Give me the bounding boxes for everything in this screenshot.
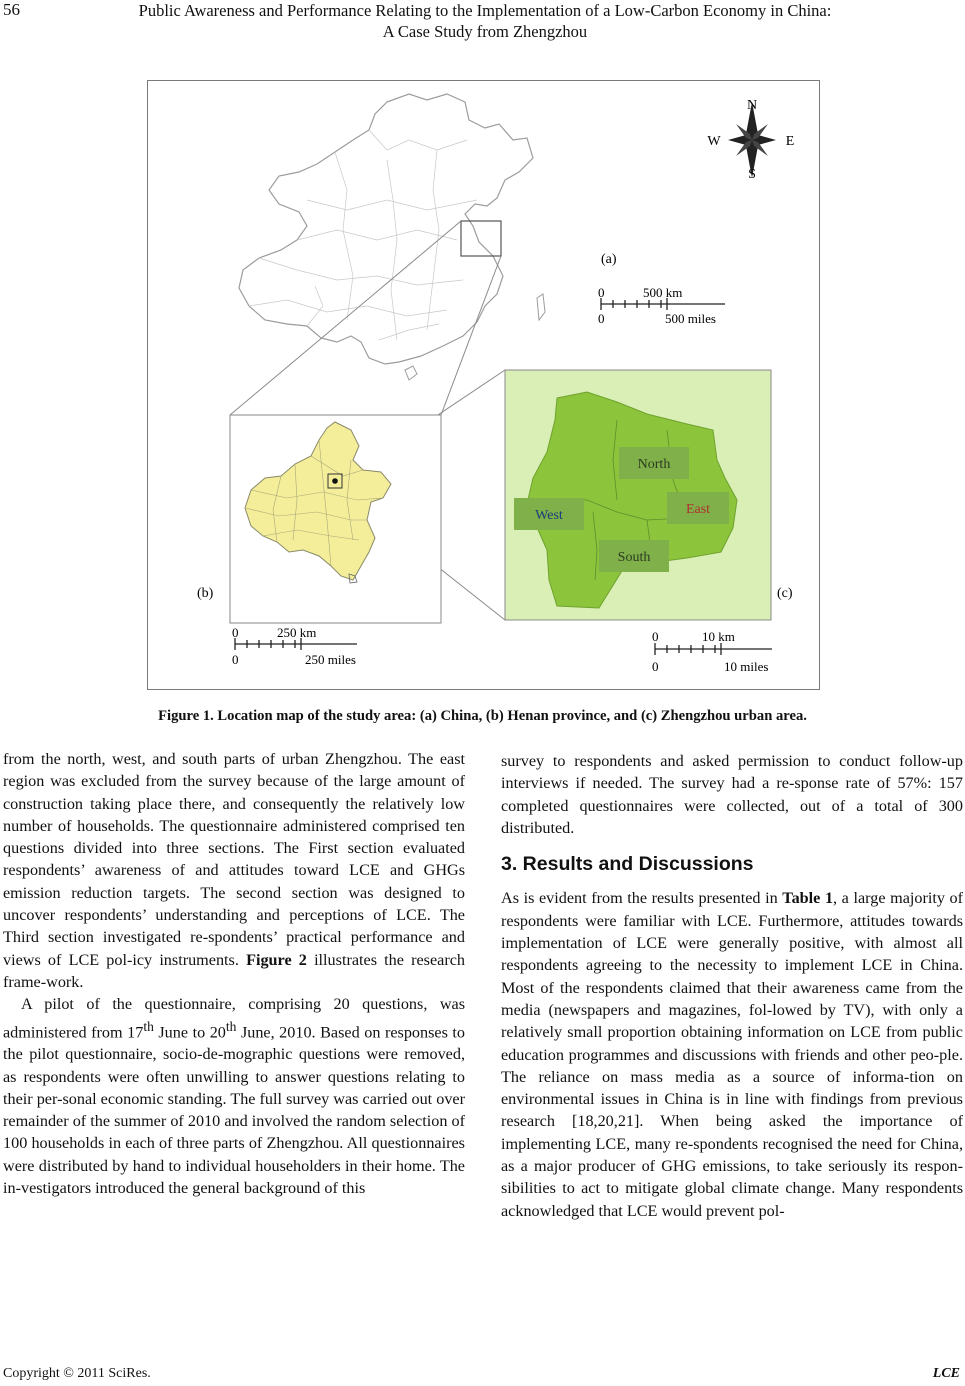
left-p2-a: A pilot of the questionnaire, comprising 20 questions, was administered from 17 [3,995,465,1041]
running-title [60,0,910,42]
region-east-label: East [685,502,711,517]
panel-c-scale-mi: 10 miles [724,659,769,674]
running-title-line1: Public Awareness and Performance Relating to the Implementation of a Low-Carbon Economy in China: [138,1,832,20]
left-p1-text: from the north, west, and south parts of urban Zhengzhou. The east region was excluded from the survey because of the large amount of construction taking place there, and consequently the relatively low number of households. The questionnaire administered comprised ten questions divided into three sections. The First section evaluated respondents’ awareness of and attitudes toward LCE and GHGs emission reduction targets. The second section was designed to uncover respondents’ understanding and perceptions of LCE. The Third section investigated re-spondents’ practical performance and views of LCE pol-icy instruments. [3,750,465,969]
panel-a-scale-mi: 500 miles [665,311,716,326]
panel-a-label: (a) [601,252,617,267]
panel-c-scale-km-zero: 0 [652,629,659,644]
footer-journal: LCE [932,1366,960,1381]
right-p2-b: , a large majority of respondents were familiar with LCE. Furthermore, attitudes towards implementation of LCE were generally positive, with almost all respondents agreeing to the necessity to implement LCE in China. Most of the respondents claimed that their awareness came from the media (newspapers and magazines, fol-lowed by TV), with only a relatively small proportion obtaining information on LCE from public education programmes and discussions with friends and other peo-ple. The reliance on mass media as a source of informa-tion on environmental issues in China is in line with findings from previous research [18,20,21]. When being asked the importance of implementing LCE, many re-spondents recognised the need for China, as a major producer of GHG emissions, to take seriously its respon-sibilities to act to mitigate global climate change. Many respondents acknowledged that LCE would prevent pol- [501,889,964,1220]
panel-b-scale-mi-zero: 0 [232,652,239,667]
panel-c-scale-km: 10 km [702,629,735,644]
panel-a-scale-km-zero: 0 [598,285,605,300]
left-column [3,748,465,1199]
right-p2-a: As is evident from the results presented in [501,889,778,908]
left-p2-sup2: th [225,1018,237,1034]
left-p2-sup1: th [143,1018,154,1034]
location-map-figure [147,80,820,690]
left-paragraph-1 [3,748,465,993]
footer-copyright: Copyright © 2011 SciRes. [3,1366,151,1381]
right-column [501,750,963,1222]
table-1-reference[interactable]: Table 1 [782,889,834,908]
page-number: 56 [3,0,20,19]
compass-n: N [746,98,758,113]
panel-b-scale-km-zero: 0 [232,625,239,640]
right-paragraph-1: survey to respondents and asked permission to conduct follow-up interviews if needed. The survey had a re-sponse rate of 57%: 157 completed questionnaires were collected, out of a total of 300 distributed. [501,752,963,837]
compass-w: W [707,134,721,149]
panel-a-scale-km: 500 km [643,285,683,300]
left-paragraph-2 [3,993,465,1199]
compass-s: S [748,167,756,182]
panel-a-scale-mi-zero: 0 [598,311,605,326]
left-p1-tail: illustrates the research frame-work. [3,950,466,991]
region-north-label: North [637,457,671,472]
section-heading: 3. Results and Discussions [501,853,754,876]
panel-c-label: (c) [777,586,793,601]
zhengzhou-dot [332,478,338,484]
left-p2-c: June, 2010. Based on responses to the pilot questionnaire, socio-de-mographic questions were removed, as respondents were often unwilling to answer questions relating to their per-sonal economic standing. The full survey was carried out over remainder of the summer of 2010 and involved the random selection of 100 households in each of three parts of Zhengzhou. All questionnaires were distributed by hand to individual householders in their home. The in-vestigators introduced the general background of this [3,1022,466,1198]
figure-caption: Figure 1. Location map of the study area: (a) China, (b) Henan province, and (c) Zhengzhou urban area. [158,708,807,724]
left-p2-b: June to 20 [158,1022,226,1041]
panel-b-label: (b) [197,586,214,601]
region-west-label: West [535,508,563,523]
region-south-label: South [617,550,651,565]
map-svg [147,80,820,690]
running-title-line2: A Case Study from Zhengzhou [382,22,588,41]
panel-c-scale-mi-zero: 0 [652,659,659,674]
panel-b-scale-mi: 250 miles [305,652,356,667]
panel-b-scale-km: 250 km [277,625,317,640]
right-paragraph-2 [501,887,963,1221]
compass-e: E [785,134,795,149]
figure-2-reference[interactable]: Figure 2 [246,950,307,969]
